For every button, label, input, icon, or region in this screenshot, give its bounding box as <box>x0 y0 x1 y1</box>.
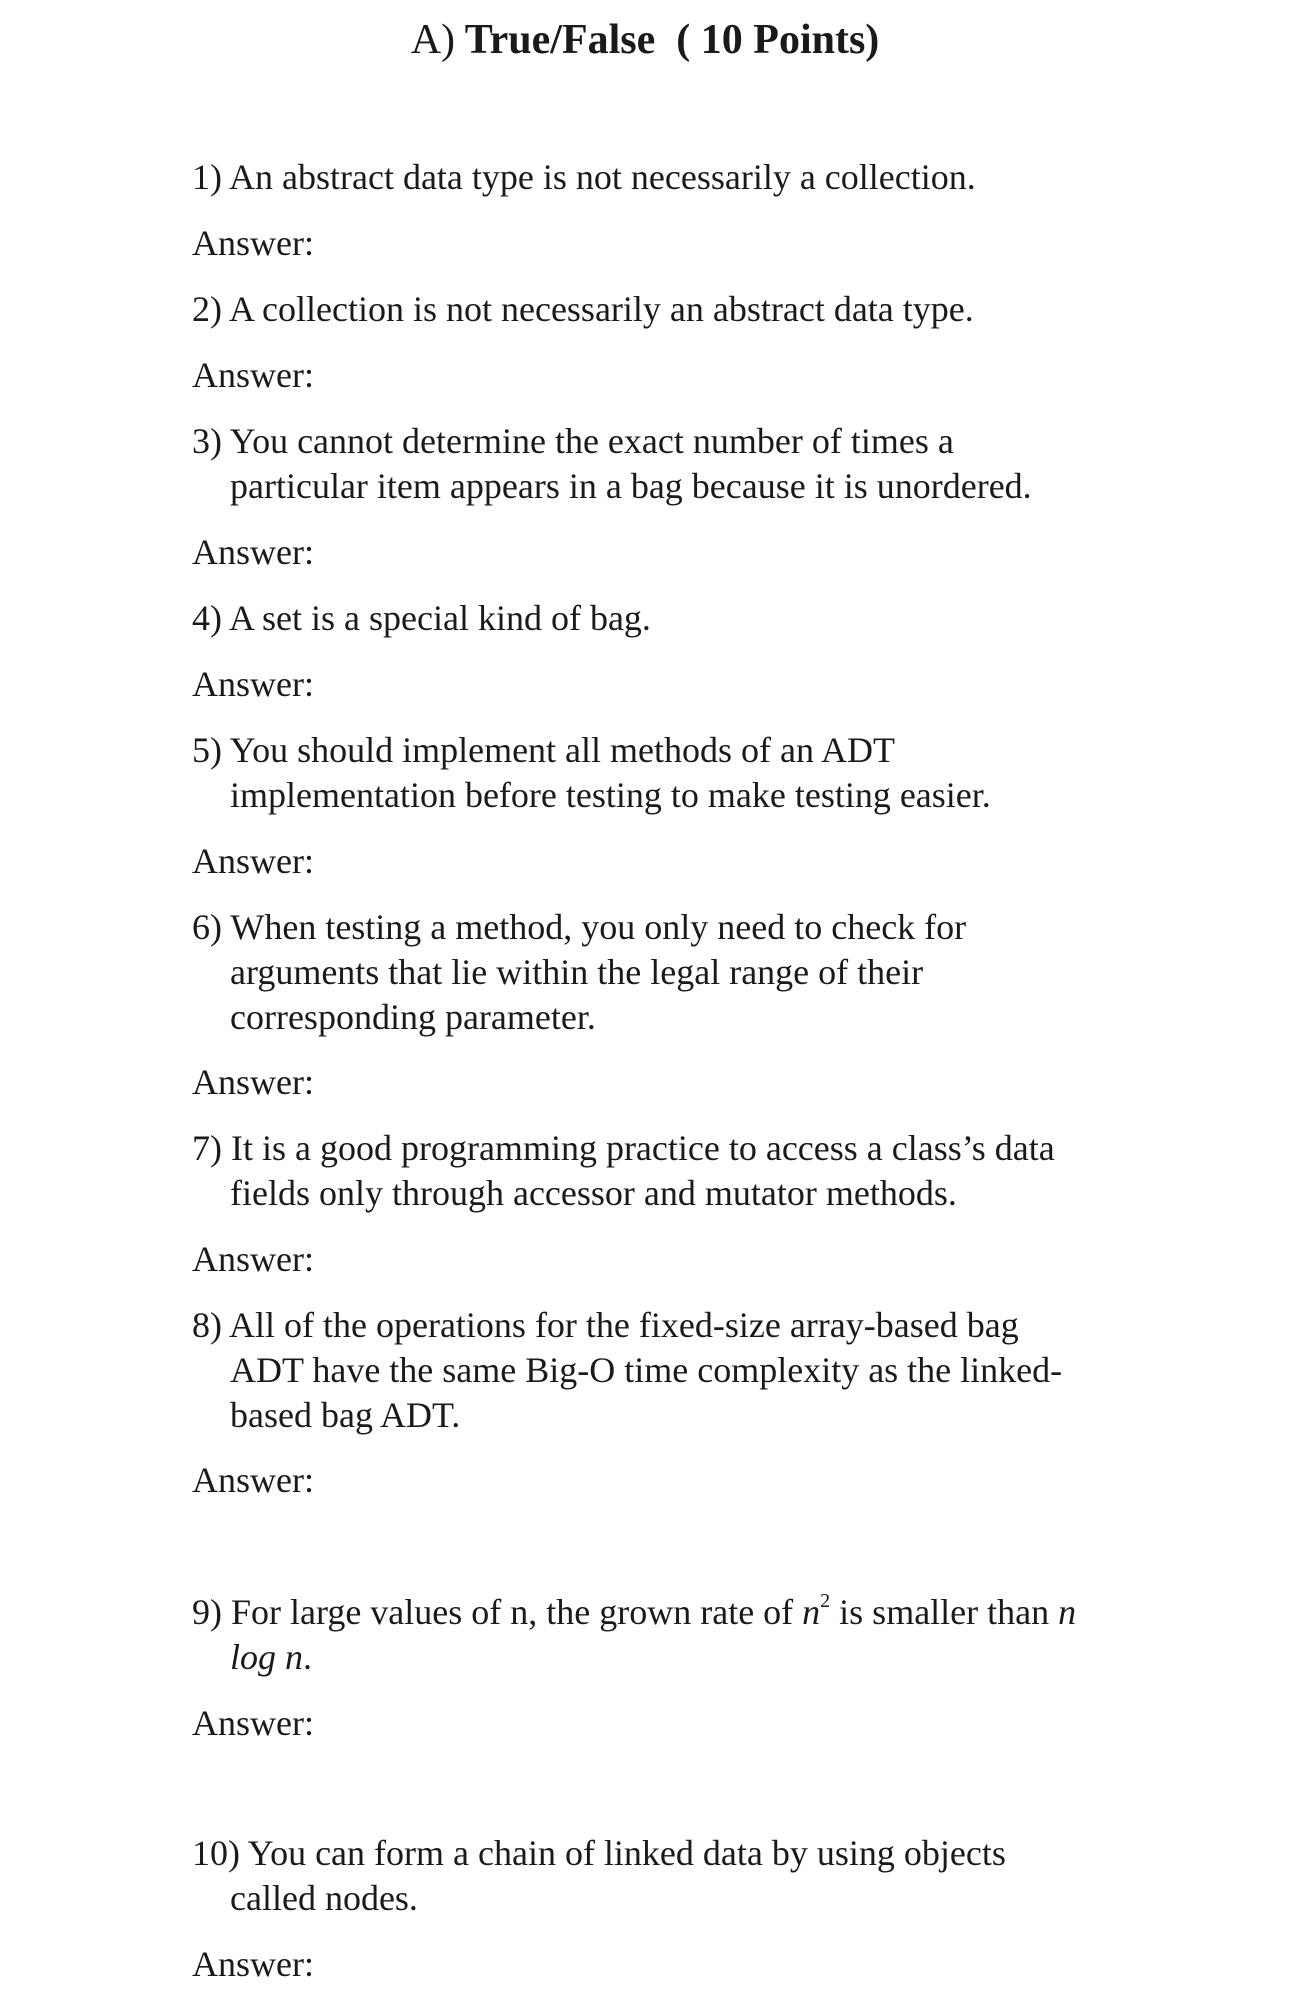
question-10 <box>192 1831 1232 1921</box>
question-8 <box>192 1303 1232 1438</box>
question-text-cont: corresponding parameter. <box>230 997 596 1037</box>
section-points: ( 10 Points) <box>676 17 880 63</box>
math-variable: n <box>1058 1592 1077 1632</box>
math-variable: n <box>802 1592 821 1632</box>
answer-label-8: Answer: <box>192 1460 314 1500</box>
question-9 <box>192 1590 1232 1680</box>
answer-label-2: Answer: <box>192 355 314 395</box>
answer-label-7: Answer: <box>192 1239 314 1279</box>
answer-label-4: Answer: <box>192 664 314 704</box>
answer-label-6: Answer: <box>192 1062 314 1102</box>
question-text: You can form a chain of linked data by using objects <box>247 1833 1006 1873</box>
answer-label-9: Answer: <box>192 1703 314 1743</box>
math-exponent: 2 <box>820 1590 831 1612</box>
question-2 <box>192 287 1232 332</box>
question-text: A set is a special kind of bag. <box>229 598 651 638</box>
answer-label-10: Answer: <box>192 1944 314 1984</box>
section-letter: A) <box>410 17 456 63</box>
answer-label-5: Answer: <box>192 841 314 881</box>
question-3 <box>192 419 1232 509</box>
question-number: 5) <box>192 730 222 770</box>
question-6 <box>192 905 1232 1040</box>
question-number: 3) <box>192 421 222 461</box>
question-text-cont: fields only through accessor and mutator methods. <box>230 1173 957 1213</box>
question-5 <box>192 728 1232 818</box>
question-number: 8) <box>192 1305 222 1345</box>
question-number: 4) <box>192 598 222 638</box>
question-text-cont: particular item appears in a bag because it is unordered. <box>230 466 1032 506</box>
question-1 <box>192 155 1232 200</box>
question-text: An abstract data type is not necessarily a collection. <box>229 157 976 197</box>
question-text: For large values of n, the grown rate of <box>231 1592 803 1632</box>
question-text-cont: implementation before testing to make testing easier. <box>230 775 991 815</box>
answer-label-3: Answer: <box>192 532 314 572</box>
question-number: 6) <box>192 907 222 947</box>
question-text-end: . <box>303 1637 313 1677</box>
question-text-cont: based bag ADT. <box>230 1395 461 1435</box>
question-text: You should implement all methods of an ADT <box>229 730 895 770</box>
section-title <box>0 12 1290 68</box>
question-text: is smaller than <box>830 1592 1059 1632</box>
question-text: All of the operations for the fixed-size array-based bag <box>229 1305 1019 1345</box>
question-number: 7) <box>192 1128 222 1168</box>
question-text-cont: arguments that lie within the legal range of their <box>230 952 924 992</box>
answer-label-1: Answer: <box>192 223 314 263</box>
question-4 <box>192 596 1232 641</box>
question-7 <box>192 1126 1232 1216</box>
question-text-cont: ADT have the same Big-O time complexity as the linked- <box>230 1350 1063 1390</box>
question-text: You cannot determine the exact number of times a <box>229 421 954 461</box>
question-number: 2) <box>192 289 222 329</box>
question-text: A collection is not necessarily an abstract data type. <box>229 289 974 329</box>
question-text: When testing a method, you only need to check for <box>230 907 967 947</box>
question-text: It is a good programming practice to access a class’s data <box>231 1128 1055 1168</box>
math-expression: log n <box>230 1637 304 1677</box>
section-heading: True/False <box>464 17 656 63</box>
question-number: 9) <box>192 1592 222 1632</box>
question-text-cont: called nodes. <box>230 1878 418 1918</box>
question-number: 10) <box>192 1833 240 1873</box>
question-number: 1) <box>192 157 222 197</box>
